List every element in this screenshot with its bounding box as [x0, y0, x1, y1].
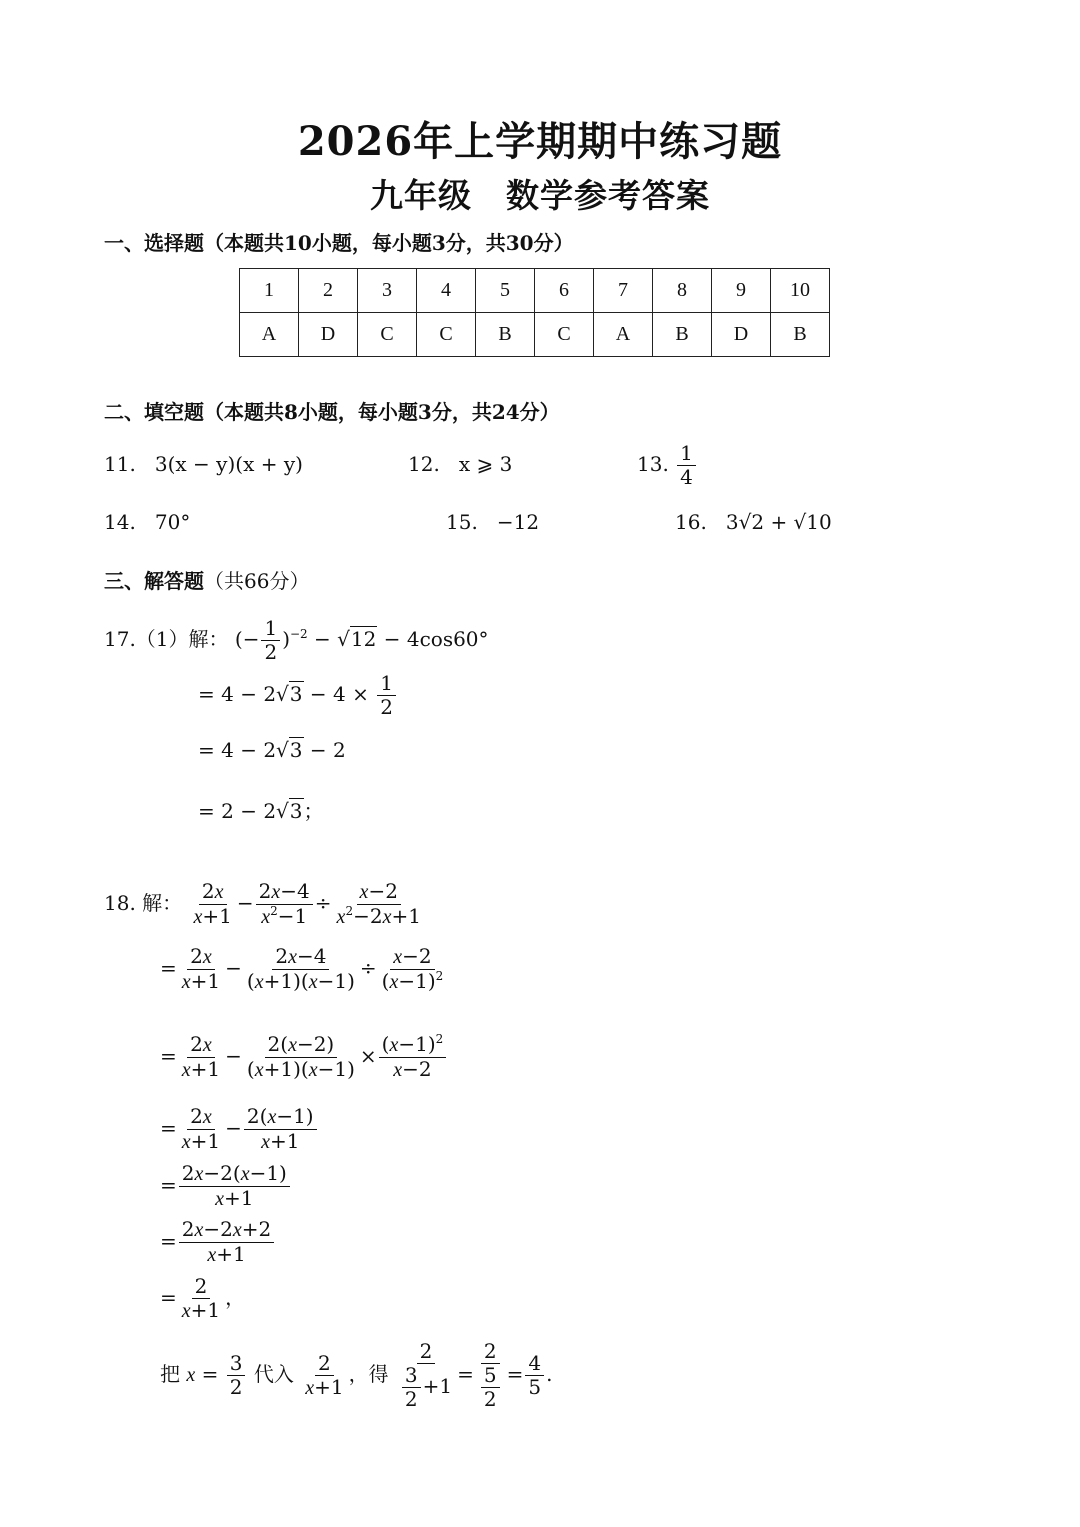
table-cell: A — [594, 313, 653, 357]
item-answer: 3(x − y)(x + y) — [154, 452, 303, 476]
table-cell: B — [653, 313, 712, 357]
item-answer: $\frac{1}{4}$ — [677, 442, 696, 489]
page-subtitle: 九年级 数学参考答案 — [370, 176, 710, 215]
q17-step-2: = 4 − 2√3 − 2 — [198, 738, 346, 762]
table-cell: 10 — [771, 269, 830, 313]
table-cell: B — [771, 313, 830, 357]
item-number: 13. — [637, 452, 669, 476]
answer-table — [239, 268, 830, 357]
fill-item-14 — [104, 510, 190, 534]
table-cell: A — [240, 313, 299, 357]
fill-item-12 — [408, 452, 512, 476]
q18-expression: 18. 解： $\frac{2x}{x+1}$ − $\frac{2x-4}{x^2-1}$ ÷ $\frac{x-2}{x^2-2x+1}$ — [104, 879, 421, 928]
q17-step-1: = 4 − 2√3 − 4 × $\frac{1}{2}$ — [198, 672, 398, 719]
q18-substitution: 把 x = $\frac{3}{2}$ 代入 $\frac{2}{x+1}$ ，得 2 $\frac{3}{2}$ +1 = $\frac{2}{\frac{5}{2}}$ = $\frac{4}{5}$ . — [160, 1339, 553, 1411]
table-cell: B — [476, 313, 535, 357]
item-answer: −12 — [496, 510, 540, 534]
table-cell: C — [417, 313, 476, 357]
q18-step-2: = $\frac{2x}{x+1}$ − $\frac{2(x-2)}{(x+1)(x-1)}$ × $\frac{(x-1)^2}{x-2}$ — [160, 1033, 448, 1082]
q17-step-3: = 2 − 2√3； — [198, 799, 324, 823]
fill-item-11 — [104, 452, 303, 476]
item-number: 14. — [104, 510, 136, 534]
item-number: 16. — [675, 510, 707, 534]
item-number: 11. — [104, 452, 136, 476]
page-title: 2026年上学期期中练习题 — [297, 118, 783, 165]
section2-heading: 二、填空题（本题共8小题，每小题3分，共24分） — [104, 400, 560, 424]
fill-item-15 — [446, 510, 539, 534]
answer-table-number-row — [240, 269, 830, 313]
q18-step-5: = $\frac{2x-2x+2}{x+1}$ — [160, 1218, 276, 1267]
table-cell: 1 — [240, 269, 299, 313]
fill-item-16 — [675, 510, 832, 534]
item-answer: 70° — [154, 510, 191, 534]
table-cell: 6 — [535, 269, 594, 313]
q17-label: 17.（1）解： — [104, 627, 229, 651]
table-cell: C — [358, 313, 417, 357]
table-cell: 3 — [358, 269, 417, 313]
section3-heading: 三、解答题（共66分） — [104, 569, 310, 593]
fill-item-13 — [637, 442, 698, 489]
q18-step-1: = $\frac{2x}{x+1}$ − $\frac{2x-4}{(x+1)(x-1)}$ ÷ $\frac{x-2}{(x-1)^2}$ — [160, 944, 444, 993]
answer-table-answer-row — [240, 313, 830, 357]
table-cell: 4 — [417, 269, 476, 313]
table-cell: 2 — [299, 269, 358, 313]
q18-label: 18. 解： — [104, 891, 183, 915]
table-cell: D — [712, 313, 771, 357]
q18-step-4: = $\frac{2x-2(x-1)}{x+1}$ — [160, 1162, 292, 1211]
item-number: 12. — [408, 452, 440, 476]
item-number: 15. — [446, 510, 478, 534]
item-answer: 3√2 + √10 — [725, 510, 832, 534]
table-cell: 9 — [712, 269, 771, 313]
table-cell: D — [299, 313, 358, 357]
q18-step-6: = $\frac{2}{x+1}$ ， — [160, 1274, 246, 1322]
item-answer: x ⩾ 3 — [458, 452, 513, 476]
table-cell: 8 — [653, 269, 712, 313]
q18-step-3: = $\frac{2x}{x+1}$ − $\frac{2(x-1)}{x+1}$ — [160, 1105, 319, 1154]
section1-heading: 一、选择题（本题共10小题，每小题3分，共30分） — [104, 231, 574, 255]
q17-expression: 17.（1）解： (− $\frac{1}{2}$ )$^{-2}$ − √12 − 4cos60° — [104, 616, 489, 664]
table-cell: 7 — [594, 269, 653, 313]
table-cell: C — [535, 313, 594, 357]
table-cell: 5 — [476, 269, 535, 313]
